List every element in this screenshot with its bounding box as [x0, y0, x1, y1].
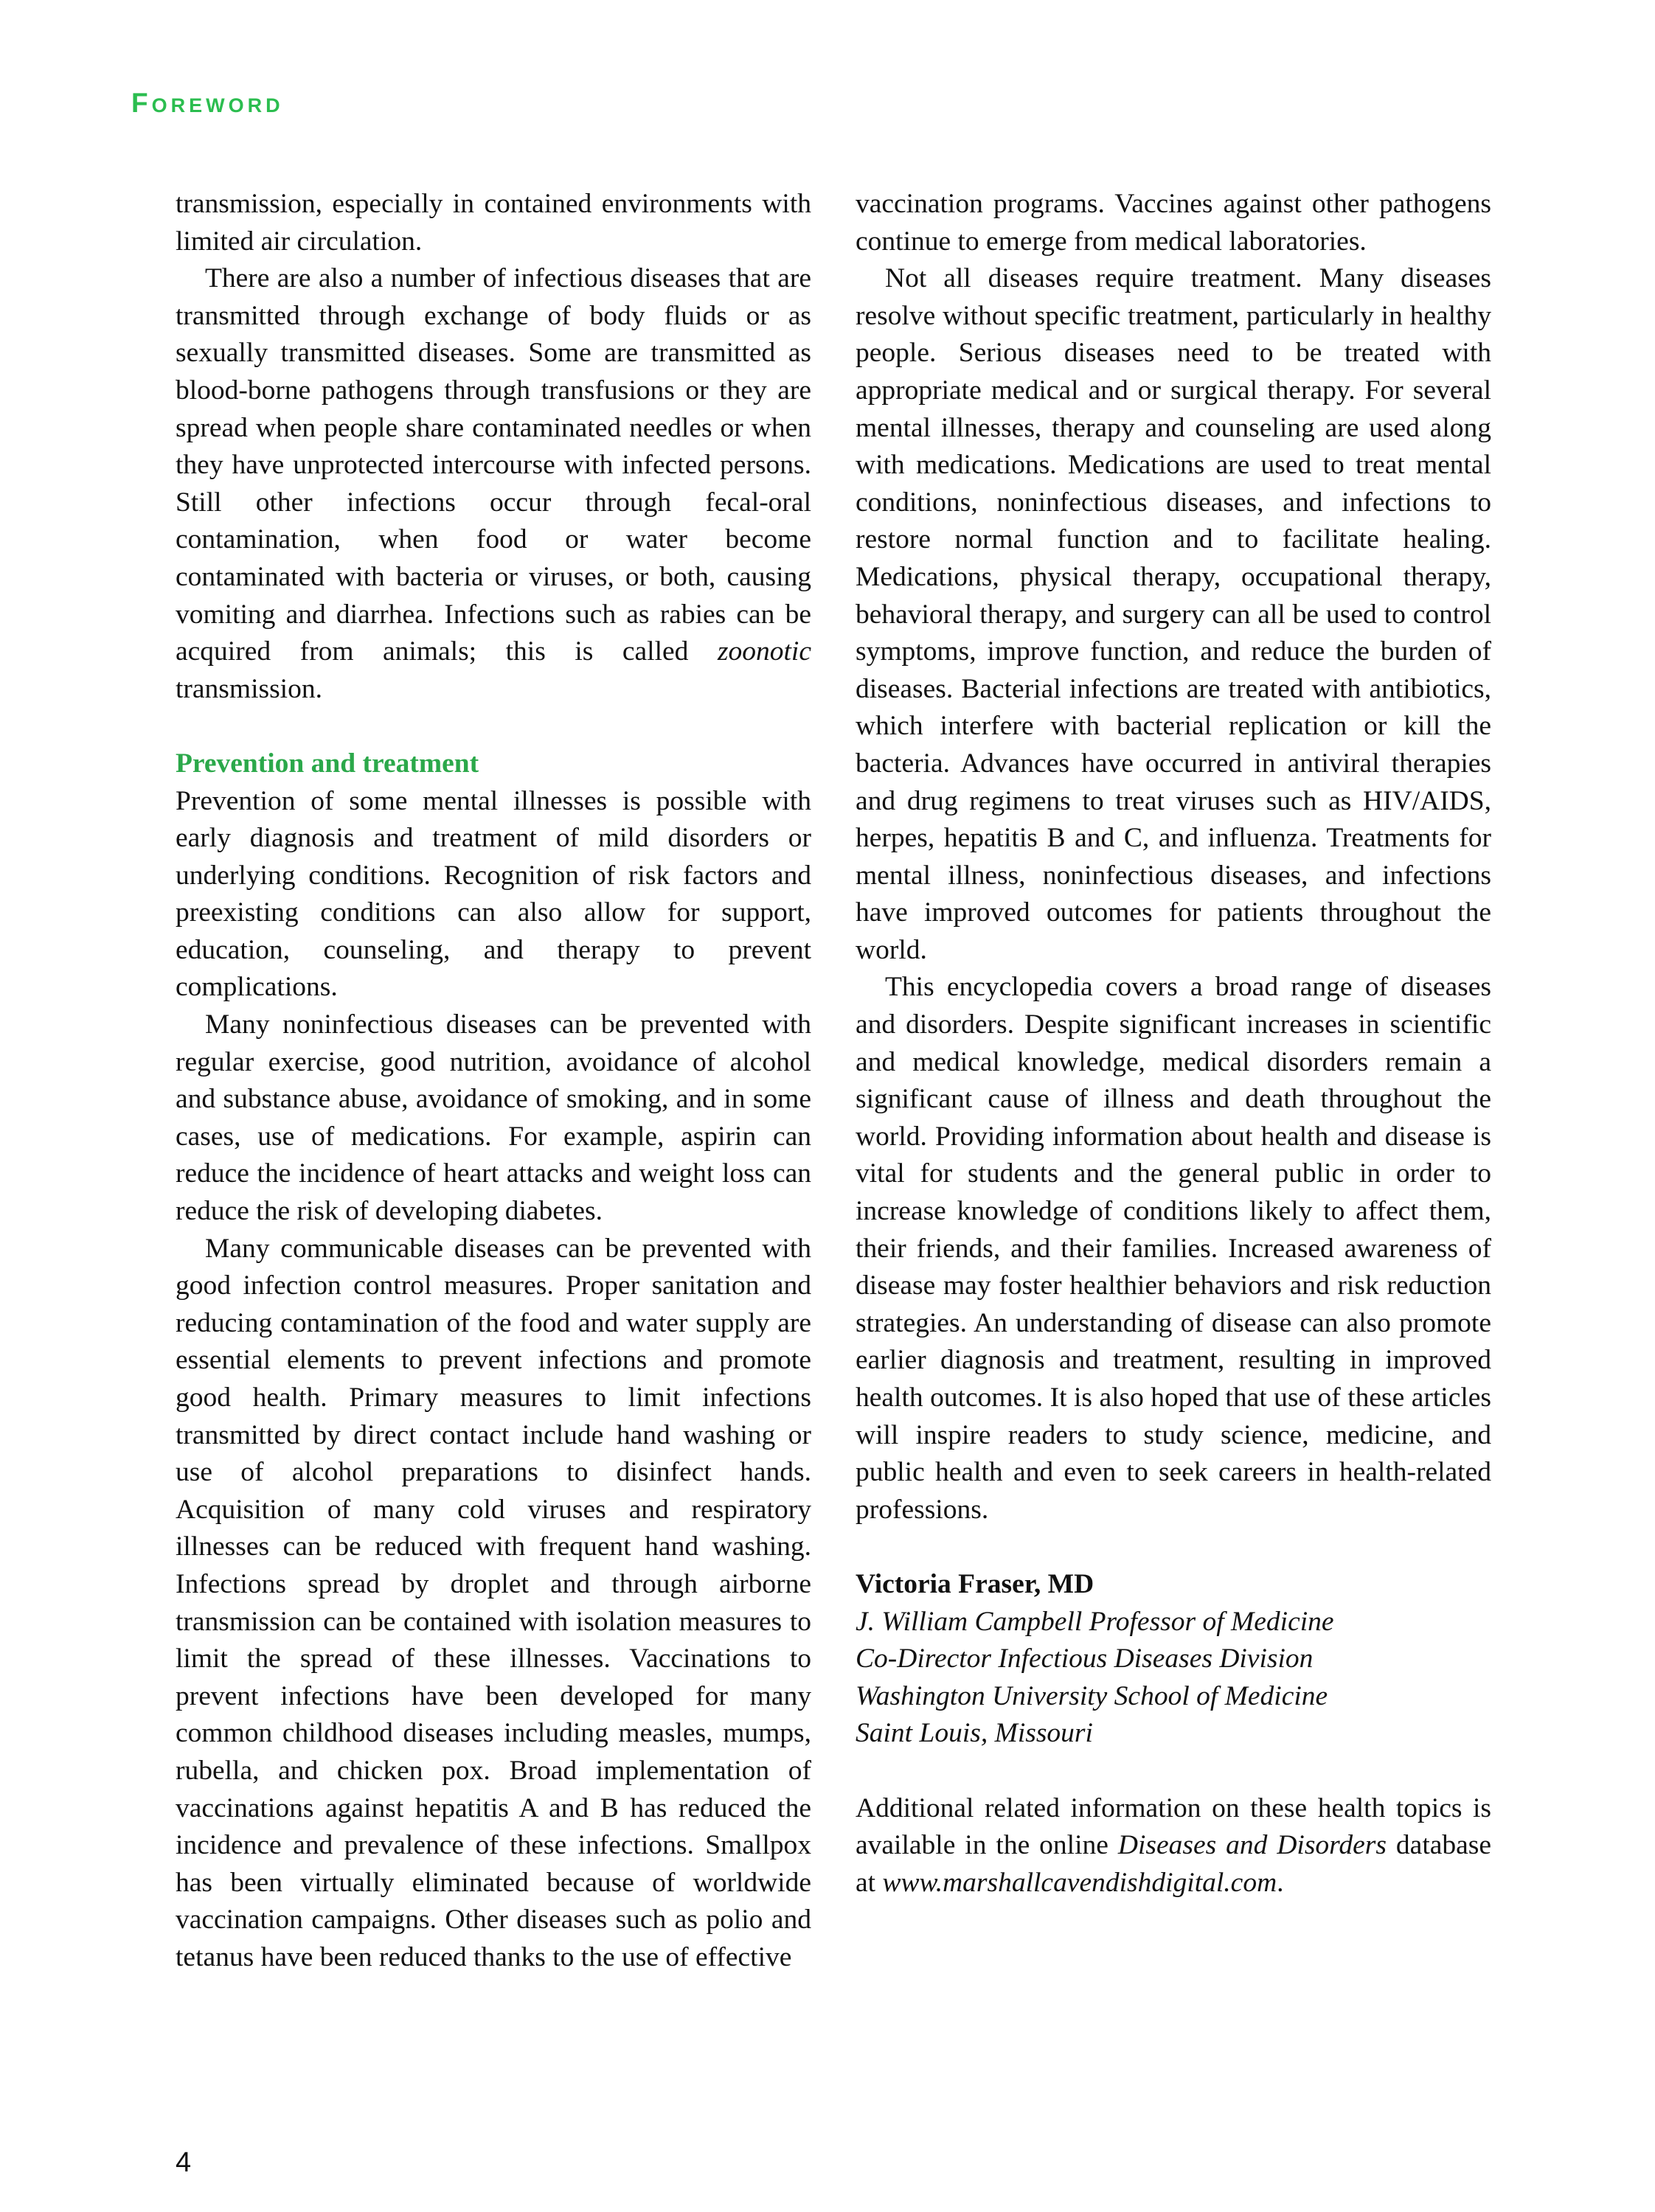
database-name: Diseases and Disorders — [1117, 1830, 1387, 1861]
paragraph — [176, 260, 811, 708]
paragraph: Many noninfectious diseases can be prevented with regular exercise, good nutrition, avoidance of alcohol and substance abuse, avoidance of smoking, and in some cases, use of medications. For example, aspirin can reduce the incidence of heart attacks and weight loss can reduce the risk of developing diabetes. — [176, 1009, 811, 1227]
paragraph: This encyclopedia covers a broad range of diseases and disorders. Despite significant increases in scientific and medical knowledge, medical disorders remain a significant cause of illness and death throughout the world. Providing information about health and disease is vital for students and the general public in order to increase knowledge of conditions likely to affect them, their friends, and their families. Increased awareness of disease may foster healthier behaviors and risk reduction strategies. An understanding of disease can also promote earlier diagnosis and treatment, resulting in improved health outcomes. It is also hoped that use of these articles will inspire readers to study science, medicine, and public health and even to seek careers in health-related professions. — [856, 972, 1491, 1525]
note-text: database at — [856, 1830, 1492, 1898]
paragraph: vaccination programs. Vaccines against other pathogens continue to emerge from medical laboratories. — [856, 189, 1491, 257]
paragraph-text: transmission. — [176, 673, 322, 704]
italic-term: zoonotic — [717, 636, 811, 667]
section-heading: Prevention and treatment — [176, 748, 479, 779]
running-head-rest: OREWORD — [151, 94, 284, 116]
paragraph: transmission, especially in contained environments with limited air circulation. — [176, 189, 811, 257]
signature-affiliation: Washington University School of Medicine — [856, 1680, 1328, 1711]
signature-title: J. William Campbell Professor of Medicine — [856, 1606, 1334, 1637]
paragraph: Prevention of some mental illnesses is possible with early diagnosis and treatment of mild disorders or underlying conditions. Recognition of risk factors and preexisting conditions can also allow for support, education, counseling, and therapy to prevent complications. — [176, 785, 811, 1003]
database-url-link[interactable]: www.marshallcavendishdigital.com — [882, 1867, 1277, 1898]
paragraph: Many communicable diseases can be prevented with good infection control measures. Proper sanitation and reducing contamination of the food and water supply are essential elements to prevent infections and promote good health. Primary measures to limit infections transmitted by direct contact include hand washing or use of alcohol preparations to disinfect hands. Acquisition of many cold viruses and respiratory illnesses can be reduced with frequent hand washing. Infections spread by droplet and through airborne transmission can be contained with isolation measures to limit the spread of these illnesses. Vaccinations to prevent infections have been developed for many common childhood diseases including measles, mumps, rubella, and chicken pox. Broad implementation of vaccinations against hepatitis A and B has reduced the incidence and prevalence of these infections. Smallpox has been virtually eliminated because of worldwide vaccination campaigns. Other diseases such as polio and tetanus have been reduced thanks to the use of effective — [176, 1233, 811, 1972]
paragraph: Not all diseases require treatment. Many diseases resolve without specific treatment, particularly in healthy people. Serious diseases need to be treated with appropriate medical and or surgical therapy. For several mental illnesses, therapy and counseling are used along with medications. Medications are used to treat mental conditions, noninfectious diseases, and infections to restore normal function and to facilitate healing. Medications, physical therapy, occupational therapy, behavioral therapy, and surgery can all be used to control symptoms, improve function, and reduce the burden of diseases. Bacterial infections are treated with antibiotics, which interfere with bacterial replication or kill the bacteria. Advances have occurred in antiviral therapies and drug regimens to treat viruses such as HIV/AIDS, herpes, hepatitis B and C, and influenza. Treatments for mental illness, noninfectious diseases, and infections have improved outcomes for patients throughout the world. — [856, 263, 1491, 965]
left-column — [176, 186, 811, 1977]
running-head-initial: F — [131, 88, 152, 118]
signature-title: Co-Director Infectious Diseases Division — [856, 1644, 1314, 1674]
note-text: Additional related information on these health topics is available in the online — [856, 1792, 1491, 1861]
page-number: 4 — [176, 2147, 192, 2178]
signature-name: Victoria Fraser, MD — [856, 1568, 1094, 1599]
database-note — [856, 1790, 1491, 1902]
paragraph-text: There are also a number of infectious diseases that are transmitted through exchange of body fluids or as sexually transmitted diseases. Some are transmitted as blood-borne pathogens through transfusions or they are spread when people share contaminated needles or when they have unprotected intercourse with infected persons. Still other infections occur through fecal-oral contamination, when food or water become contaminated with bacteria or viruses, or both, causing vomiting and diarrhea. Infections such as rabies can be acquired from animals; this is called — [176, 263, 811, 667]
right-column — [856, 186, 1491, 1902]
note-text: . — [1277, 1867, 1284, 1898]
signature-location: Saint Louis, Missouri — [856, 1718, 1093, 1749]
running-head-foreword — [131, 88, 284, 120]
